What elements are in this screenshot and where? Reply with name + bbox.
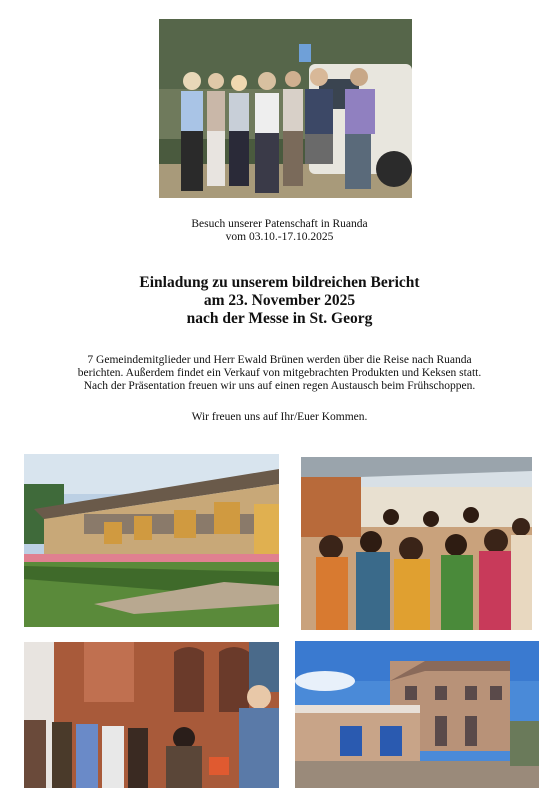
headline-line-1: Einladung zu unserem bildreichen Bericht <box>139 274 420 291</box>
group-photo <box>159 19 412 198</box>
caption-line-2: vom 03.10.-17.10.2025 <box>225 231 334 243</box>
new-building-photo <box>295 641 539 788</box>
headline <box>0 274 559 328</box>
caption <box>0 218 559 244</box>
closing-line: Wir freuen uns auf Ihr/Euer Kommen. <box>191 411 368 423</box>
caption-line-1: Besuch unserer Patenschaft in Ruanda <box>191 218 368 230</box>
headline-line-2: am 23. November 2025 <box>203 292 356 309</box>
community-meeting-photo <box>301 457 532 630</box>
school-building-photo <box>24 454 279 627</box>
sisters-greeting-photo <box>24 642 279 788</box>
body-text <box>0 354 559 393</box>
headline-line-3: nach der Messe in St. Georg <box>186 310 373 327</box>
body-line-1: 7 Gemeindemitglieder und Herr Ewald Brünen werden über die Reise nach Ruanda <box>87 354 472 366</box>
body-line-3: Nach der Präsentation freuen wir uns auf einen regen Austausch beim Frühschoppen. <box>83 380 476 392</box>
body-line-2: berichten. Außerdem findet ein Verkauf von mitgebrachten Produkten und Keksen statt. <box>77 367 482 379</box>
